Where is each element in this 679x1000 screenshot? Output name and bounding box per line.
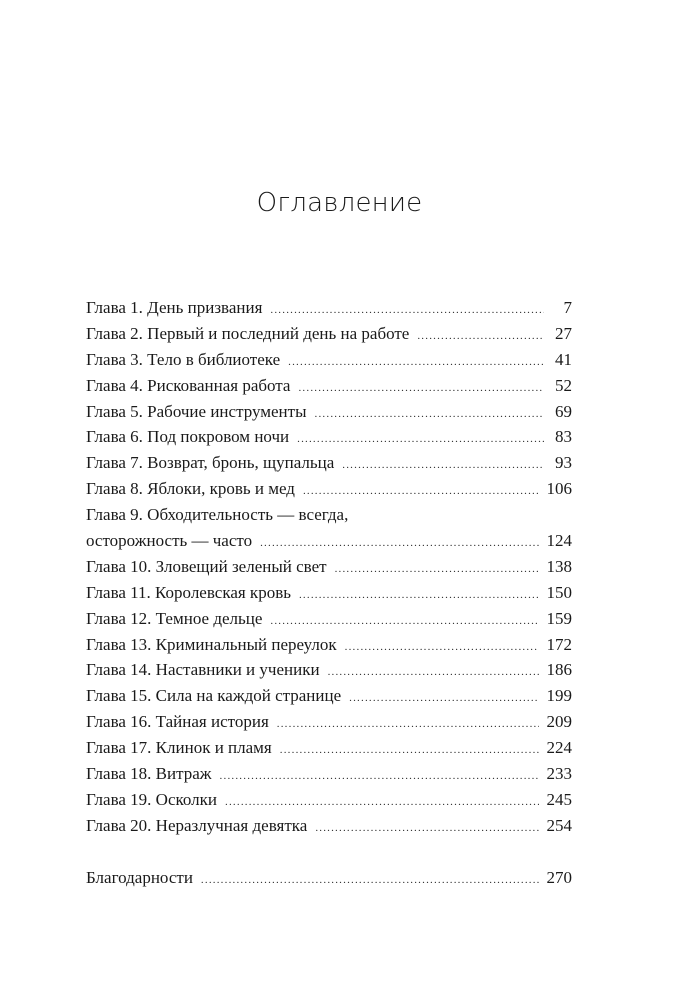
toc-entry-label: Глава 5. Рабочие инструменты (86, 401, 307, 421)
toc-entry-chapter-3[interactable] (86, 347, 572, 373)
toc-entry-label: Глава 15. Сила на каждой странице (86, 686, 342, 706)
toc-entry-label: Глава 8. Яблоки, кровь и мед (86, 479, 295, 499)
toc-entry-chapter-1[interactable] (86, 295, 572, 321)
toc-entry-chapter-18[interactable] (86, 761, 572, 787)
toc-entry-label: Глава 6. Под покровом ночи (86, 427, 290, 447)
toc-entry-page: 233 (546, 764, 572, 784)
toc-entry-chapter-12[interactable] (86, 606, 572, 632)
toc-entry-chapter-14[interactable] (86, 657, 572, 683)
dot-leader (315, 816, 538, 842)
dot-leader (298, 376, 544, 402)
dot-leader (328, 660, 539, 686)
toc-entry-label: Глава 1. День призвания (86, 298, 263, 317)
toc-entry-label: Глава 20. Неразлучная девятка (86, 815, 308, 835)
dot-leader (288, 350, 544, 376)
toc-entry-page: 150 (546, 582, 572, 602)
toc-entry-acknowledgements[interactable] (86, 865, 572, 891)
toc-entry-label: Глава 19. Осколки (86, 789, 218, 809)
toc-entry-page: 159 (546, 608, 572, 628)
toc-entry-page: 83 (555, 427, 572, 447)
section-gap (86, 839, 572, 865)
toc-entry-page: 199 (546, 686, 572, 706)
toc-entry-label: Глава 17. Клинок и пламя (86, 738, 272, 758)
toc-entry-page: 270 (546, 867, 572, 887)
toc-entry-page: 172 (546, 634, 572, 654)
dot-leader (201, 868, 539, 894)
dot-leader (299, 583, 539, 609)
toc-entry-chapter-9[interactable] (86, 528, 572, 554)
toc-entry-chapter-16[interactable] (86, 709, 572, 735)
dot-leader (342, 453, 544, 479)
toc-entry-label: Глава 3. Тело в библиотеке (86, 349, 281, 369)
toc-entry-page: 245 (546, 789, 572, 809)
toc-entry-label: Глава 2. Первый и последний день на работе (86, 323, 410, 343)
toc-entry-label: осторожность — часто (86, 531, 253, 551)
toc-entry-chapter-4[interactable] (86, 373, 572, 399)
toc-entry-chapter-9-first-line[interactable]: Глава 9. Обходительность — всегда, (86, 505, 349, 525)
toc-entry-chapter-2[interactable] (86, 321, 572, 347)
dot-leader (315, 402, 544, 428)
dot-leader (280, 738, 539, 764)
dot-leader (277, 712, 539, 738)
dot-leader (345, 635, 539, 661)
toc-entry-page: 27 (555, 323, 572, 343)
toc-entry-page: 93 (555, 453, 572, 473)
toc-entry-page: 7 (563, 298, 572, 317)
toc-entry-chapter-19[interactable] (86, 787, 572, 813)
toc-entry-chapter-20[interactable] (86, 813, 572, 839)
toc-entry-chapter-11[interactable] (86, 580, 572, 606)
toc-entry-label: Глава 14. Наставники и ученики (86, 660, 320, 680)
toc-entry-page: 41 (555, 349, 572, 369)
toc-entry-chapter-17[interactable] (86, 735, 572, 761)
toc-entry-chapter-6[interactable] (86, 424, 572, 450)
toc-entry-chapter-8[interactable] (86, 476, 572, 502)
toc-entry-label: Благодарности (86, 867, 193, 887)
toc-entry-label: Глава 18. Витраж (86, 764, 212, 784)
toc-entry-label: Глава 4. Рискованная работа (86, 375, 291, 395)
toc-entry-page: 224 (546, 738, 572, 758)
toc-entry-label: Глава 12. Темное дельце (86, 608, 263, 628)
toc-entry-page: 124 (546, 531, 572, 551)
toc-entry-page: 138 (546, 556, 572, 576)
toc-entry-page: 52 (555, 375, 572, 395)
dot-leader (417, 324, 544, 350)
toc-entry-page: 106 (546, 479, 572, 499)
toc-entry-label: Глава 10. Зловещий зеленый свет (86, 556, 327, 576)
toc-entry-label: Глава 11. Королевская кровь (86, 582, 291, 602)
toc-entry-label: Глава 7. Возврат, бронь, щупальца (86, 453, 335, 473)
toc-entry-label: Глава 13. Криминальный переулок (86, 634, 337, 654)
toc-entry-page: 186 (546, 660, 572, 680)
toc-entry-chapter-10[interactable] (86, 554, 572, 580)
toc-entry-chapter-13[interactable] (86, 632, 572, 658)
dot-leader (335, 557, 539, 583)
toc-entry-page: 209 (546, 712, 572, 732)
toc-entry-chapter-15[interactable] (86, 683, 572, 709)
toc-entry-chapter-7[interactable] (86, 450, 572, 476)
dot-leader (220, 764, 539, 790)
toc-entry-label: Глава 16. Тайная история (86, 712, 269, 732)
table-of-contents (86, 295, 572, 891)
toc-entry-page: 254 (546, 815, 572, 835)
toc-entry-page: 69 (555, 401, 572, 421)
page-title: Оглавление (256, 188, 423, 218)
toc-entry-chapter-5[interactable] (86, 399, 572, 425)
dot-leader (349, 686, 538, 712)
